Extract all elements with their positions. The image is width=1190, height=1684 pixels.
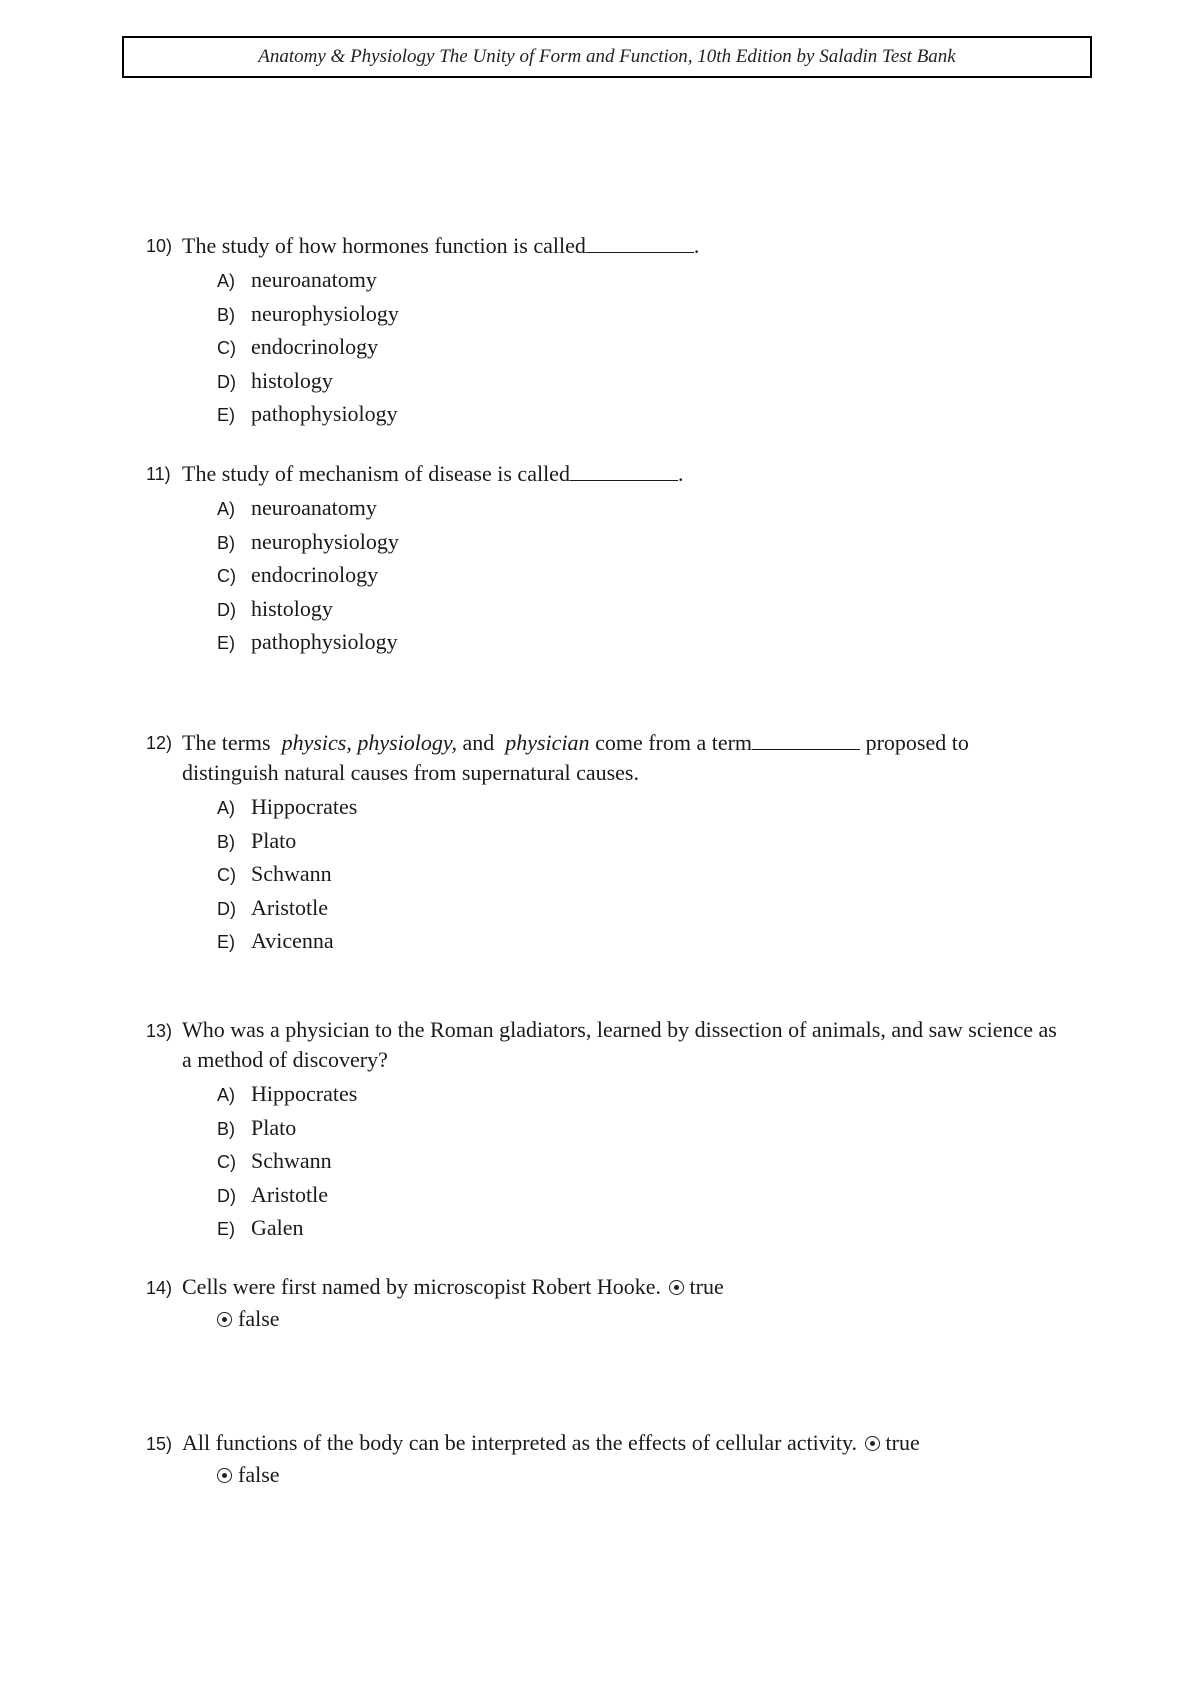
question-13 (146, 1015, 1066, 1246)
choice-e[interactable]: E) Avicenna (217, 928, 334, 953)
choice-d[interactable]: D) Aristotle (217, 1181, 328, 1207)
choice-c[interactable]: C) endocrinology (217, 562, 379, 587)
header-box (122, 36, 1092, 78)
choice-e[interactable]: E) Galen (217, 1215, 304, 1240)
question-10 (146, 230, 1066, 432)
question-number: 11) (146, 464, 171, 484)
question-number: 10) (146, 236, 173, 256)
choice-c[interactable]: C) Schwann (217, 1148, 332, 1173)
choice-d[interactable]: D) Aristotle (217, 894, 328, 920)
radio-icon (669, 1280, 684, 1295)
question-text: Cells were first named by microscopist Robert Hooke. true (182, 1274, 724, 1299)
answer-blank (570, 458, 678, 481)
choice-c[interactable]: C) endocrinology (217, 334, 379, 359)
choice-a[interactable]: A) neuroanatomy (217, 267, 377, 292)
choice-b[interactable]: B) neurophysiology (217, 528, 399, 554)
question-number: 13) (146, 1021, 173, 1041)
question-12 (146, 727, 1066, 959)
choice-list (217, 1078, 1066, 1246)
choice-d[interactable]: D) histology (217, 367, 333, 393)
question-number: 14) (146, 1278, 173, 1298)
choice-a[interactable]: A) neuroanatomy (217, 495, 377, 520)
question-number: 15) (146, 1434, 173, 1454)
choice-b[interactable]: B) Plato (217, 1114, 297, 1140)
choice-c[interactable]: C) Schwann (217, 861, 332, 886)
choice-list (217, 791, 1066, 959)
choice-e[interactable]: E) pathophysiology (217, 401, 398, 426)
choice-b[interactable]: B) neurophysiology (217, 300, 399, 326)
question-14 (146, 1272, 1066, 1335)
choice-list (217, 492, 1066, 660)
question-text: The study of how hormones function is called . (182, 230, 1066, 261)
choice-a[interactable]: A) Hippocrates (217, 1081, 358, 1106)
question-text: The terms physics, physiology, and physician come from a term proposed to distinguish natural causes from supernatural causes. (182, 727, 1066, 788)
choice-d[interactable]: D) histology (217, 595, 333, 621)
question-number: 12) (146, 733, 173, 753)
choice-a[interactable]: A) Hippocrates (217, 794, 358, 819)
question-15 (146, 1428, 1066, 1491)
choice-b[interactable]: B) Plato (217, 827, 297, 853)
question-text: The study of mechanism of disease is called . (182, 458, 1066, 489)
radio-icon (865, 1436, 880, 1451)
choice-e[interactable]: E) pathophysiology (217, 629, 398, 654)
false-option[interactable]: false (215, 1303, 1066, 1335)
question-text: All functions of the body can be interpreted as the effects of cellular activity. true (182, 1430, 920, 1455)
radio-icon (217, 1312, 232, 1327)
answer-blank (752, 727, 860, 750)
true-option[interactable]: true (667, 1274, 724, 1299)
question-11 (146, 458, 1066, 660)
question-text: Who was a physician to the Roman gladiators, learned by dissection of animals, and saw science as a method of discovery? (182, 1017, 1057, 1072)
header-title: Anatomy & Physiology The Unity of Form and Function, 10th Edition by Saladin Test Bank (258, 46, 956, 67)
radio-icon (217, 1468, 232, 1483)
true-option[interactable]: true (863, 1430, 920, 1455)
choice-list (217, 264, 1066, 432)
false-option[interactable]: false (215, 1459, 1066, 1491)
answer-blank (586, 230, 694, 253)
